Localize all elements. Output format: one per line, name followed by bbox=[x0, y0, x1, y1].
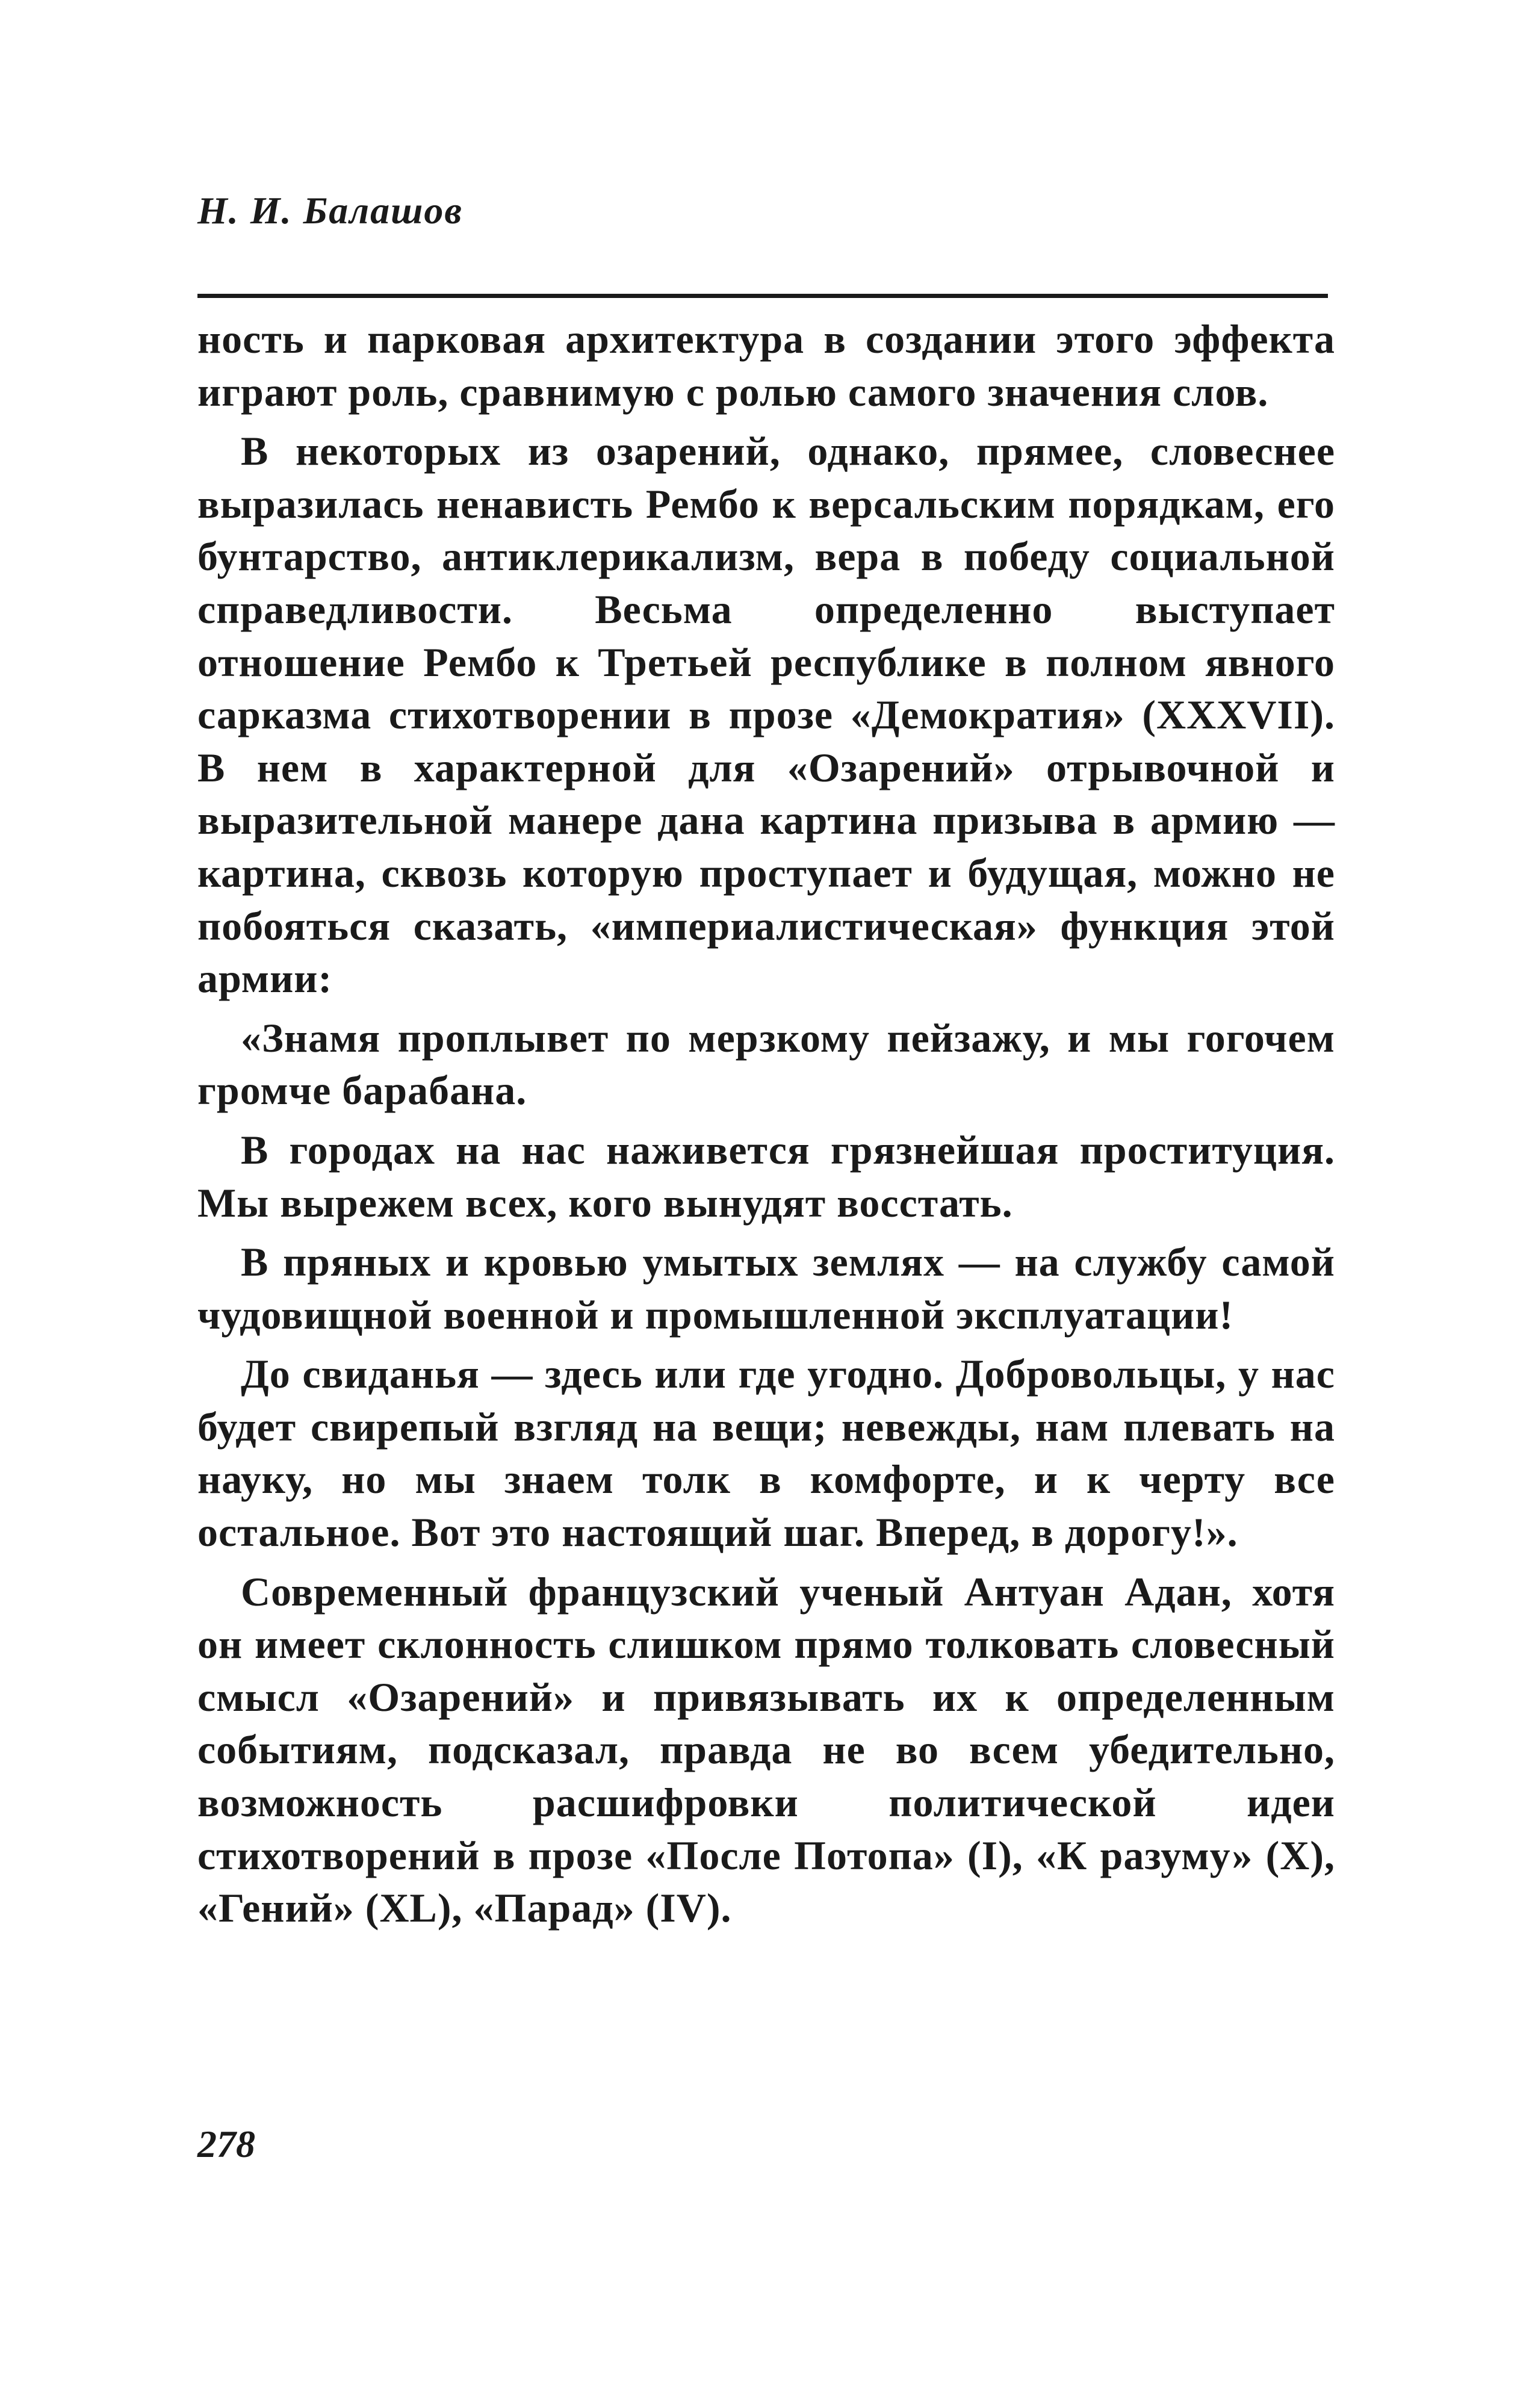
header-rule bbox=[197, 294, 1328, 298]
paragraph-adam: Современный французский ученый Антуан Адан, хотя он имеет склонность слишком прямо толковать словесный смысл «Озарений» и привязывать их к определенным событиям, подсказал, правда не во всем убедительно, возможность расшифровки политической идеи стихотворений в прозе «После Потопа» (I), «К разуму» (X), «Гений» (XL), «Парад» (IV). bbox=[197, 1568, 1335, 1931]
running-head-author: Н. И. Балашов bbox=[197, 189, 463, 232]
body-text bbox=[197, 313, 1335, 1941]
quote-paragraph-banner: «Знамя проплывет по мерзкому пейзажу, и мы гогочем громче барабана. bbox=[197, 1014, 1335, 1114]
quote-paragraph-cities: В городах на нас наживется грязнейшая проституция. Мы вырежем всех, кого вынудят восстать. bbox=[197, 1126, 1335, 1226]
quote-paragraph-lands: В пряных и кровью умытых землях — на службу самой чудовищной военной и промышленной эксплуатации! bbox=[197, 1239, 1335, 1338]
quote-paragraph-farewell: До свиданья — здесь или где угодно. Добровольцы, у нас будет свирепый взгляд на вещи; невежды, нам плевать на науку, но мы знаем толк в комфорте, и к черту все остальное. Вот это настоящий шаг. Вперед, в дорогу!». bbox=[197, 1351, 1335, 1556]
page-number: 278 bbox=[197, 2123, 255, 2165]
paragraph-continuation: ность и парковая архитектура в создании этого эффекта играют роль, сравнимую с ролью самого значения слов. bbox=[197, 316, 1335, 415]
paragraph-rimbaud-democracy: В некоторых из озарений, однако, прямее, словеснее выразилась ненависть Рембо к версальским порядкам, его бунтарство, антиклерикализм, вера в победу социальной справедливости. Весьма определенно выступает отношение Рембо к Третьей республике в полном явного сарказма стихотворении в прозе «Демократия» (XXXVII). В нем в характерной для «Озарений» отрывочной и выразительной манере дана картина призыва в армию — картина, сквозь которую проступает и будущая, можно не побояться сказать, «империалистическая» функция этой армии: bbox=[197, 428, 1335, 1002]
